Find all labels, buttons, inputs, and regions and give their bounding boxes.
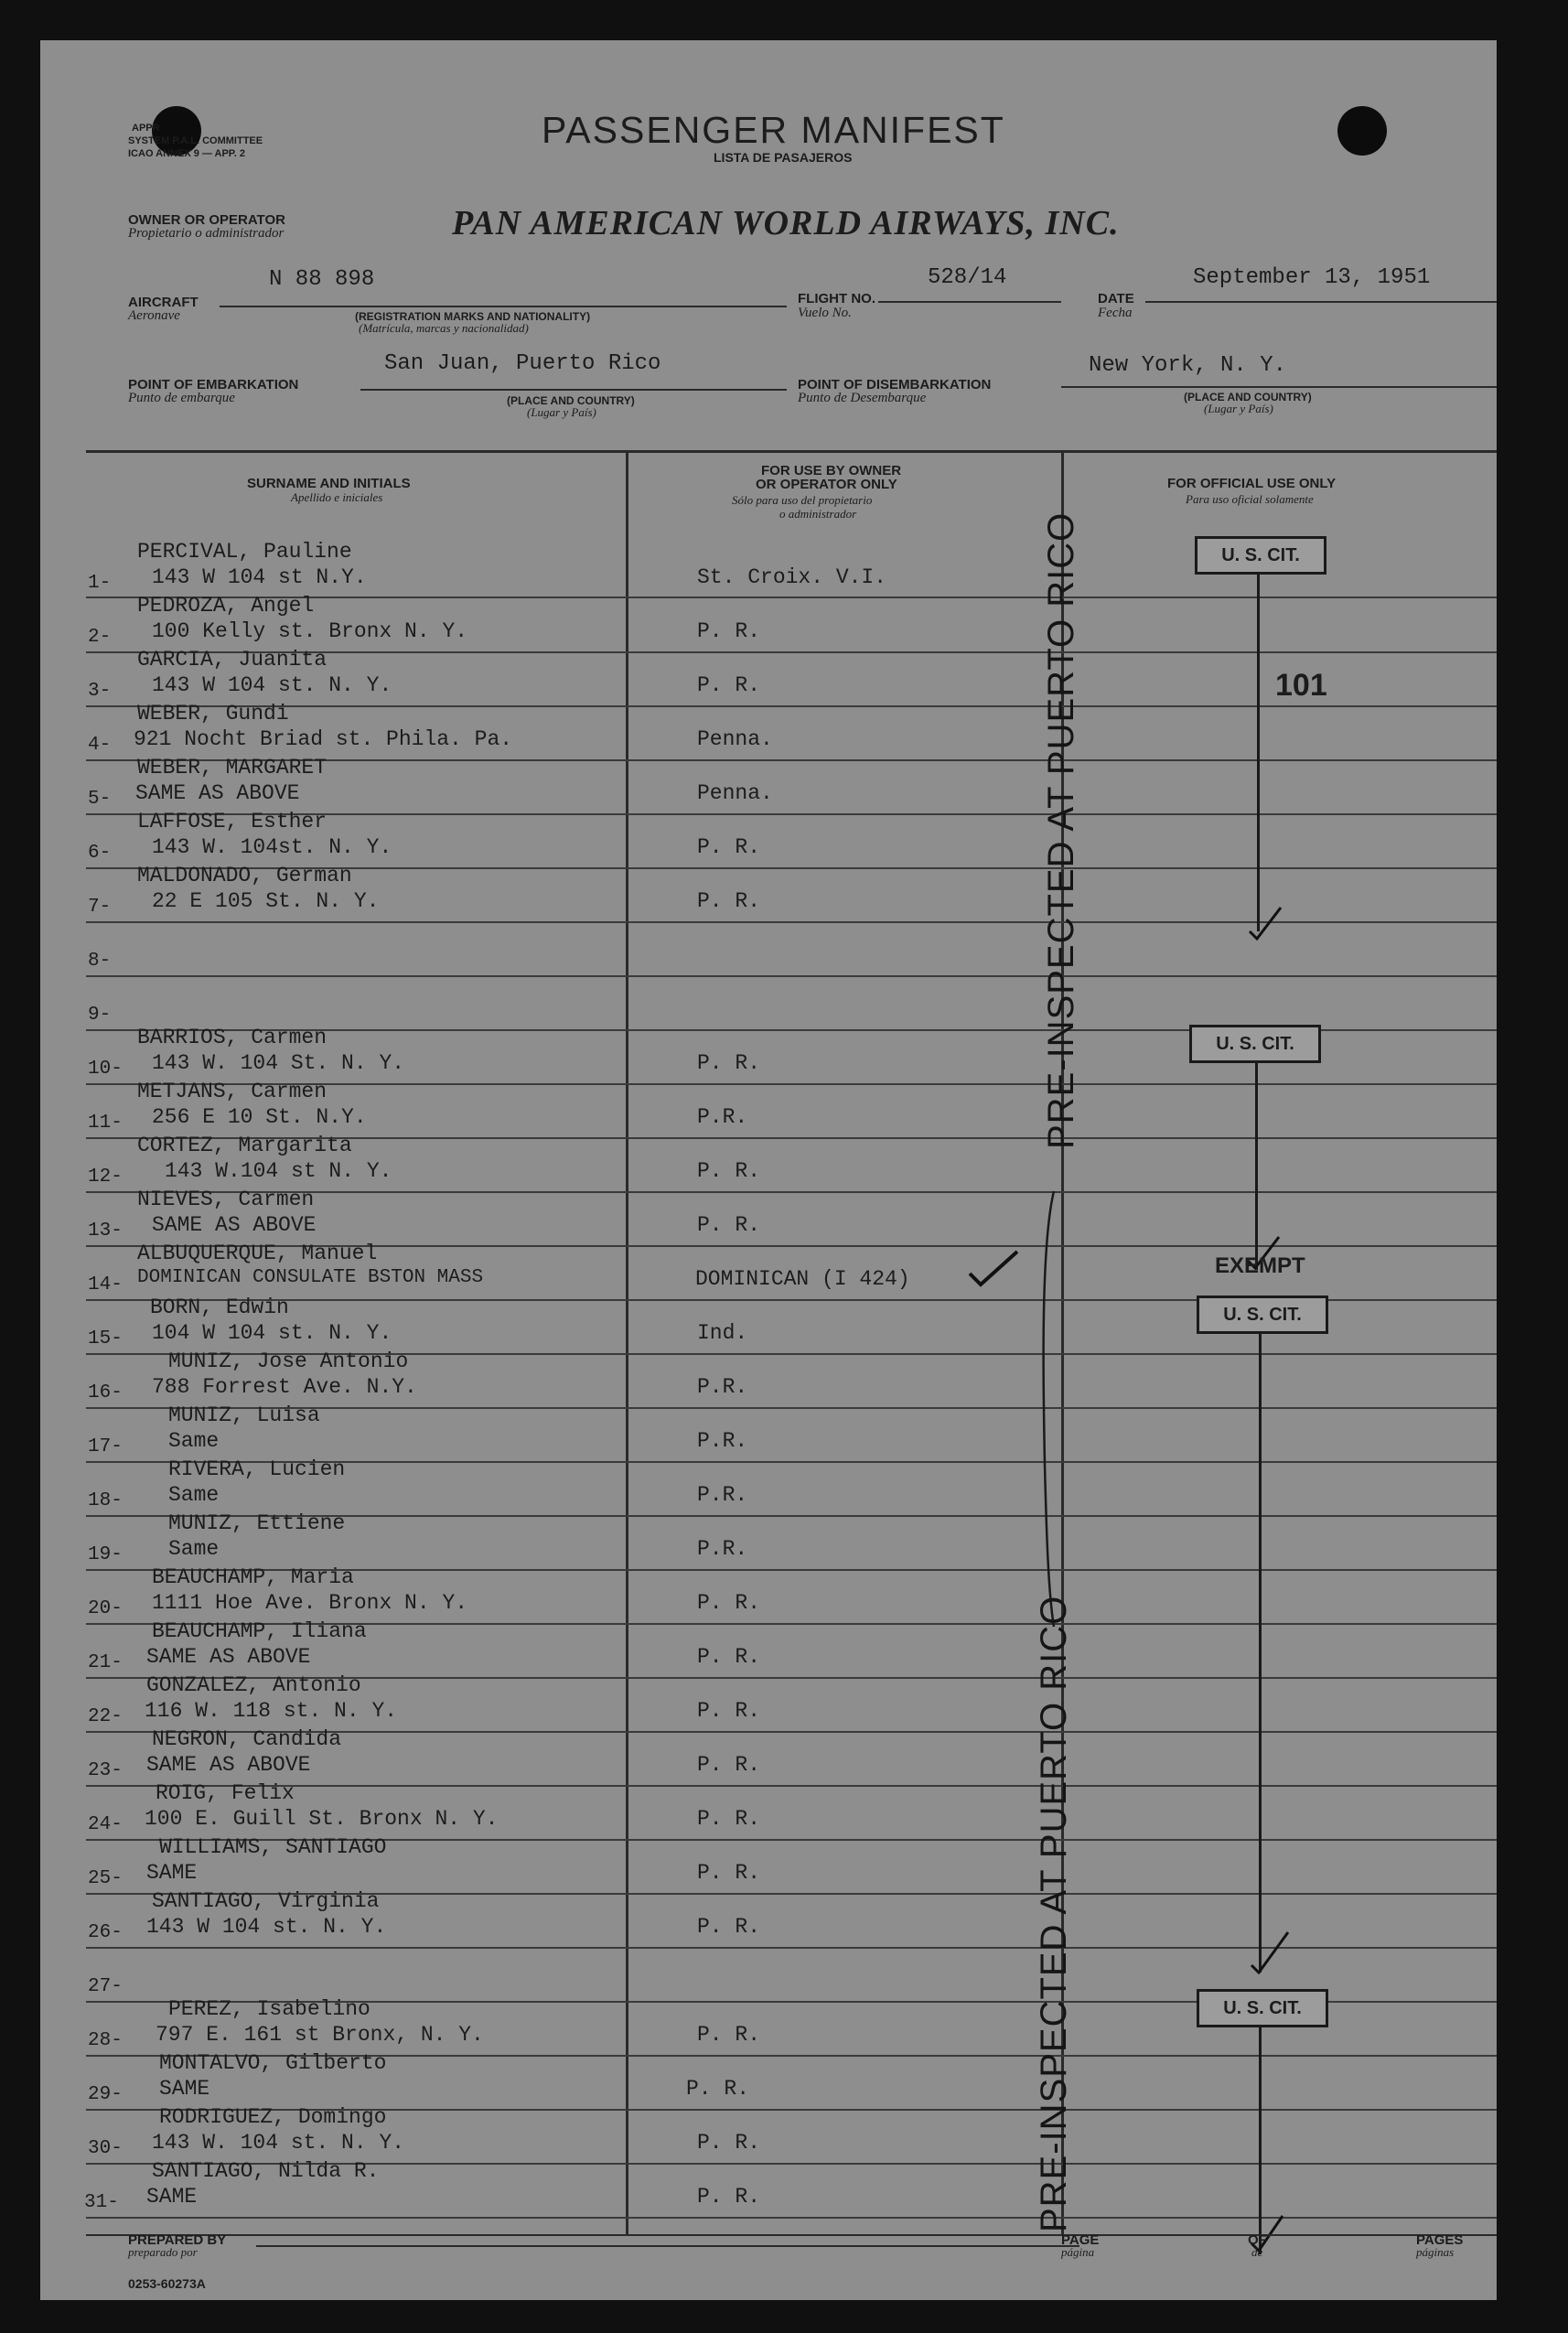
bracket-line: [1257, 573, 1260, 931]
passenger-address: 143 W. 104 St. N. Y.: [152, 1051, 405, 1075]
row-number: 11-: [88, 1113, 123, 1134]
owner-remark: P. R.: [697, 1159, 761, 1183]
embark-underline: [360, 389, 787, 391]
owner-remark: P. R.: [697, 1213, 761, 1237]
passenger-name: MUNIZ, Luisa: [168, 1403, 320, 1427]
column-header-official-es: Para uso oficial solamente: [1186, 492, 1314, 506]
aircraft-value: N 88 898: [269, 267, 375, 292]
owner-remark: P. R.: [697, 1861, 761, 1885]
us-cit-stamp: U. S. CIT.: [1189, 1025, 1321, 1063]
row-number: 5-: [88, 789, 112, 810]
row-number: 18-: [88, 1490, 123, 1511]
passenger-name: ROIG, Felix: [156, 1781, 295, 1805]
passenger-address: SAME: [146, 2185, 198, 2209]
column-header-surname: SURNAME AND INITIALS: [247, 476, 411, 491]
disembark-label: POINT OF DISEMBARKATION: [798, 377, 992, 392]
passenger-address: 100 Kelly st. Bronx N. Y.: [152, 619, 468, 643]
passenger-address: DOMINICAN CONSULATE BSTON MASS: [137, 1267, 484, 1288]
owner-remark: Ind.: [697, 1321, 748, 1345]
aircraft-label-es: Aeronave: [128, 308, 180, 323]
owner-remark: DOMINICAN (I 424): [695, 1267, 910, 1291]
flight-value: 528/14: [928, 265, 1007, 290]
row-number: 3-: [88, 681, 112, 702]
approval-line-2: SYSTEM P.A.L. COMMITTEE: [128, 135, 263, 146]
row-number: 16-: [88, 1382, 123, 1403]
date-underline: [1145, 301, 1497, 303]
passenger-address: 22 E 105 St. N. Y.: [152, 889, 380, 913]
passenger-name: GARCIA, Juanita: [137, 648, 328, 672]
preinspected-stamp: PRE-INSPECTED AT PUERTO RICO: [1041, 511, 1081, 1149]
passenger-name: PEREZ, Isabelino: [168, 1997, 371, 2021]
owner-remark: P. R.: [697, 1915, 761, 1939]
of-label: OF: [1248, 2232, 1267, 2248]
disembark-place-note: (PLACE AND COUNTRY): [1184, 391, 1312, 403]
row-number: 30-: [88, 2138, 123, 2159]
check-mark: [1250, 1929, 1292, 1974]
owner-remark: Penna.: [697, 781, 773, 805]
bracket-line: [1259, 1332, 1262, 1973]
passenger-name: BARRIOS, Carmen: [137, 1026, 328, 1049]
owner-remark: P. R.: [697, 1645, 761, 1669]
row-number: 26-: [88, 1922, 123, 1943]
owner-remark: P. R.: [686, 2077, 750, 2101]
approval-line-3: ICAO ANNEX 9 — APP. 2: [128, 148, 245, 159]
passenger-name: MUNIZ, Ettiene: [168, 1511, 346, 1535]
passenger-address: 116 W. 118 st. N. Y.: [145, 1699, 398, 1723]
passenger-address: 921 Nocht Briad st. Phila. Pa.: [134, 727, 513, 751]
owner-remark: P. R.: [697, 1807, 761, 1831]
check-mark: [966, 1248, 1021, 1294]
row-number: 28-: [88, 2030, 123, 2051]
owner-remark: St. Croix. V.I.: [697, 565, 887, 589]
us-cit-stamp: U. S. CIT.: [1197, 1989, 1328, 2027]
approval-line-1: APPR: [132, 123, 160, 134]
passenger-address: SAME AS ABOVE: [152, 1213, 317, 1237]
disembark-place-note-es: (Lugar y País): [1204, 402, 1273, 415]
date-value: September 13, 1951: [1193, 265, 1431, 290]
table-top-rule: [86, 450, 1497, 453]
embark-label-es: Punto de embarque: [128, 391, 235, 405]
row-number: 9-: [88, 1005, 112, 1026]
owner-remark: P. R.: [697, 619, 761, 643]
row-number: 14-: [88, 1274, 123, 1296]
passenger-address: SAME: [146, 1861, 198, 1885]
pages-label: PAGES: [1416, 2232, 1464, 2248]
owner-remark: P. R.: [697, 1753, 761, 1777]
owner-remark: P. R.: [697, 1699, 761, 1723]
passenger-name: RODRIGUEZ, Domingo: [159, 2105, 387, 2129]
prepared-label-es: preparado por: [128, 2245, 198, 2259]
passenger-name: WILLIAMS, SANTIAGO: [159, 1835, 387, 1859]
exempt-stamp: EXEMPT: [1215, 1253, 1305, 1278]
disembark-value: New York, N. Y.: [1089, 353, 1287, 378]
date-label-es: Fecha: [1098, 306, 1133, 320]
passenger-name: SANTIAGO, Virginia: [152, 1889, 380, 1913]
passenger-name: MUNIZ, Jose Antonio: [168, 1349, 409, 1373]
row-number: 8-: [88, 951, 112, 972]
passenger-name: MONTALVO, Gilberto: [159, 2051, 387, 2075]
owner-remark: Penna.: [697, 727, 773, 751]
aircraft-underline: [220, 306, 787, 307]
embark-place-note-es: (Lugar y País): [527, 405, 596, 419]
row-number: 7-: [88, 897, 112, 918]
column-header-official: FOR OFFICIAL USE ONLY: [1167, 476, 1337, 491]
column-header-owner-es-2: o administrador: [779, 507, 857, 521]
owner-remark: P.R.: [697, 1105, 748, 1129]
prepared-underline: [256, 2245, 1079, 2247]
passenger-address: 256 E 10 St. N.Y.: [152, 1105, 367, 1129]
row-number: 15-: [88, 1328, 123, 1349]
passenger-address: 100 E. Guill St. Bronx N. Y.: [145, 1807, 499, 1831]
owner-remark: P. R.: [697, 2185, 761, 2209]
owner-remark: P.R.: [697, 1429, 748, 1453]
row-number: 1-: [88, 573, 112, 594]
us-cit-stamp: U. S. CIT.: [1197, 1296, 1328, 1334]
of-label-es: de: [1251, 2245, 1263, 2259]
owner-remark: P. R.: [697, 673, 761, 697]
passenger-address: Same: [168, 1429, 220, 1453]
row-rule: [86, 975, 1497, 977]
passenger-name: RIVERA, Lucien: [168, 1457, 346, 1481]
row-rule: [86, 921, 1497, 923]
passenger-name: WEBER, Gundi: [137, 702, 289, 726]
aircraft-label: AIRCRAFT: [128, 295, 199, 310]
passenger-name: WEBER, MARGARET: [137, 756, 328, 779]
row-number: 25-: [88, 1868, 123, 1889]
flight-label-es: Vuelo No.: [798, 306, 852, 320]
owner-label-es: Propietario o administrador: [128, 226, 285, 241]
passenger-address: 104 W 104 st. N. Y.: [152, 1321, 392, 1345]
column-header-owner-2: OR OPERATOR ONLY: [756, 477, 897, 492]
passenger-name: GONZALEZ, Antonio: [146, 1673, 361, 1697]
owner-remark: P. R.: [697, 835, 761, 859]
official-number: 101: [1275, 668, 1327, 703]
column-header-owner-1: FOR USE BY OWNER: [761, 463, 902, 478]
passenger-address: SAME: [159, 2077, 210, 2101]
owner-remark: P.R.: [697, 1375, 748, 1399]
preinspected-stamp: PRE-INSPECTED AT PUERTO RICO: [1034, 1595, 1074, 2232]
registration-note: (REGISTRATION MARKS AND NATIONALITY): [355, 310, 591, 323]
passenger-address: Same: [168, 1537, 220, 1561]
passenger-name: SANTIAGO, Nilda R.: [152, 2159, 380, 2183]
passenger-address: Same: [168, 1483, 220, 1507]
passenger-name: LAFFOSE, Esther: [137, 810, 328, 833]
row-number: 13-: [88, 1220, 123, 1242]
passenger-name: BORN, Edwin: [150, 1296, 289, 1319]
row-rule: [86, 705, 1497, 707]
page-subtitle: LISTA DE PASAJEROS: [714, 150, 853, 165]
row-number: 22-: [88, 1706, 123, 1727]
passenger-address: 797 E. 161 st Bronx, N. Y.: [156, 2023, 484, 2047]
row-number: 2-: [88, 627, 112, 648]
row-number: 21-: [88, 1652, 123, 1673]
embark-place-note: (PLACE AND COUNTRY): [507, 394, 635, 407]
row-number: 6-: [88, 843, 112, 864]
form-code: 0253-60273A: [128, 2276, 206, 2291]
margin-bracket: [1034, 1189, 1061, 1629]
owner-remark: P. R.: [697, 1051, 761, 1075]
passenger-name: ALBUQUERQUE, Manuel: [137, 1242, 378, 1265]
registration-note-es: (Matrícula, marcas y nacionalidad): [359, 321, 529, 335]
column-divider-1: [626, 452, 628, 2236]
page-label: PAGE: [1061, 2232, 1100, 2248]
row-number: 24-: [88, 1814, 123, 1835]
prepared-label: PREPARED BY: [128, 2232, 227, 2248]
owner-remark: P. R.: [697, 889, 761, 913]
passenger-address: SAME AS ABOVE: [146, 1753, 311, 1777]
owner-remark: P. R.: [697, 1591, 761, 1615]
owner-remark: P. R.: [697, 2131, 761, 2155]
passenger-name: BEAUCHAMP, Maria: [152, 1565, 354, 1589]
passenger-name: PERCIVAL, Pauline: [137, 540, 352, 564]
manifest-sheet: [40, 40, 1497, 2300]
passenger-name: BEAUCHAMP, Iliana: [152, 1619, 367, 1643]
owner-remark: P. R.: [697, 2023, 761, 2047]
passenger-address: 788 Forrest Ave. N.Y.: [152, 1375, 417, 1399]
passenger-name: METJANS, Carmen: [137, 1080, 328, 1103]
passenger-address: 1111 Hoe Ave. Bronx N. Y.: [152, 1591, 468, 1615]
row-number: 17-: [88, 1436, 123, 1457]
us-cit-stamp: U. S. CIT.: [1195, 536, 1326, 575]
passenger-address: 143 W. 104st. N. Y.: [152, 835, 392, 859]
passenger-name: PEDROZA, Angel: [137, 594, 315, 618]
passenger-address: 143 W.104 st N. Y.: [165, 1159, 392, 1183]
disembark-label-es: Punto de Desembarque: [798, 391, 927, 405]
passenger-name: NIEVES, Carmen: [137, 1188, 315, 1211]
row-number: 27-: [88, 1976, 123, 1997]
passenger-address: SAME AS ABOVE: [135, 781, 300, 805]
disembark-underline: [1061, 386, 1497, 388]
owner-remark: P.R.: [697, 1537, 748, 1561]
column-header-surname-es: Apellido e iniciales: [291, 490, 383, 504]
passenger-address: 143 W 104 st N.Y.: [152, 565, 367, 589]
page-label-es: página: [1061, 2245, 1095, 2259]
embark-value: San Juan, Puerto Rico: [384, 351, 661, 376]
row-number: 29-: [88, 2084, 123, 2105]
owner-label: OWNER OR OPERATOR: [128, 212, 285, 228]
footer-rule: [86, 2234, 1497, 2236]
flight-label: FLIGHT NO.: [798, 291, 875, 306]
passenger-address: 143 W 104 st. N. Y.: [146, 1915, 387, 1939]
passenger-address: SAME AS ABOVE: [146, 1645, 311, 1669]
row-number: 10-: [88, 1059, 123, 1080]
owner-value: PAN AMERICAN WORLD AIRWAYS, INC.: [452, 204, 1120, 242]
pages-label-es: páginas: [1416, 2245, 1455, 2259]
passenger-address: 143 W 104 st. N. Y.: [152, 673, 392, 697]
owner-remark: P.R.: [697, 1483, 748, 1507]
check-mark: [1248, 904, 1284, 941]
row-number: 4-: [88, 735, 112, 756]
row-number: 23-: [88, 1760, 123, 1781]
passenger-name: CORTEZ, Margarita: [137, 1134, 352, 1157]
row-number: 31-: [84, 2192, 119, 2213]
punch-hole-right: [1337, 106, 1387, 156]
passenger-name: MALDONADO, German: [137, 864, 352, 887]
passenger-address: 143 W. 104 st. N. Y.: [152, 2131, 405, 2155]
page-title: PASSENGER MANIFEST: [542, 109, 1005, 151]
date-label: DATE: [1098, 291, 1134, 306]
row-number: 20-: [88, 1598, 123, 1619]
row-number: 19-: [88, 1544, 123, 1565]
row-rule: [86, 1785, 1497, 1787]
row-number: 12-: [88, 1166, 123, 1188]
column-header-owner-es-1: Sólo para uso del propietario: [732, 493, 873, 507]
embark-label: POINT OF EMBARKATION: [128, 377, 299, 392]
passenger-name: NEGRON, Candida: [152, 1727, 342, 1751]
flight-underline: [878, 301, 1061, 303]
